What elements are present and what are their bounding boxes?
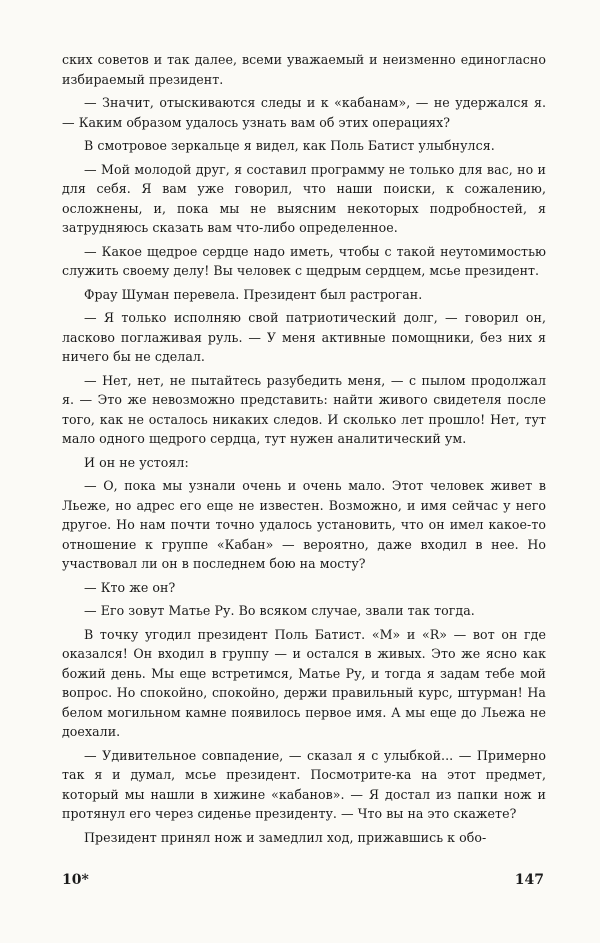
paragraph: — Кто же он?	[84, 579, 176, 595]
signature-mark: 10*	[62, 872, 89, 888]
paragraph: — Какое щедрое сердце надо иметь, чтобы с такой неутомимостью служить своему делу! Вы человек с щедрым сердцем, мсье президент.	[62, 243, 546, 278]
paragraph: Президент принял нож и замедлил ход, прижавшись к обо-	[84, 829, 487, 845]
paragraph: — Нет, нет, не пытайтесь разубедить меня, — с пылом продолжал я. — Это же невозможно представить: найти живого свидетеля после того, как не осталось никаких следов. И сколько лет прошло! Нет, тут мало одного щедрого сердца, тут нужен аналитический ум.	[62, 372, 546, 446]
body-text	[62, 50, 546, 851]
paragraph: В точку угодил президент Поль Батист. «М» и «R» — вот он где оказался! Он входил в группу — и остался в живых. Это же ясно как божий день. Мы еще встретимся, Матье Ру, и тогда я задам тебе мой вопрос. Но спокойно, спокойно, держи правильный курс, штурман! На белом могильном камне появилось первое имя. А мы еще до Льежа не доехали.	[62, 626, 546, 739]
paragraph: В смотровое зеркальце я видел, как Поль Батист улыбнулся.	[84, 138, 495, 153]
paragraph: ских советов и так далее, всеми уважаемый и неизменно единогласно избираемый президент.	[62, 52, 546, 87]
paragraph: — Мой молодой друг, я составил программу не только для вас, но и для себя. Я вам уже говорил, что наши поиски, к сожалению, осложнены, и, пока мы не выясним некоторых подробностей, я затрудняюсь сказать вам что-либо определенное.	[62, 161, 546, 235]
paragraph: И он не устоял:	[84, 454, 189, 470]
page-number: 147	[514, 872, 544, 888]
paragraph: Фрау Шуман перевела. Президент был растроган.	[84, 286, 423, 302]
paragraph: — О, пока мы узнали очень и очень мало. Этот человек живет в Льеже, но адрес его еще не известен. Возможно, и имя сейчас у него другое. Но нам почти точно удалось установить, что он имел какое-то отношение к группе «Кабан» — вероятно, даже входил в нее. Но участвовал ли он в последнем бою на мосту?	[62, 478, 546, 571]
paragraph: — Я только исполняю свой патриотический долг, — говорил он, ласково поглаживая руль. — У меня активные помощники, без них я ничего бы не сделал.	[62, 310, 546, 364]
paragraph: — Его зовут Матье Ру. Во всяком случае, звали так тогда.	[84, 603, 475, 618]
paragraph: — Значит, отыскиваются следы и к «кабанам», — не удержался я. — Каким образом удалось узнать вам об этих операциях?	[62, 95, 546, 130]
paragraph: — Удивительное совпадение, — сказал я с улыбкой... — Примерно так я и думал, мсье президент. Посмотрите-ка на этот предмет, который мы нашли в хижине «кабанов». — Я достал из папки нож и протянул его через сиденье президенту. — Что вы на это скажете?	[62, 747, 546, 821]
